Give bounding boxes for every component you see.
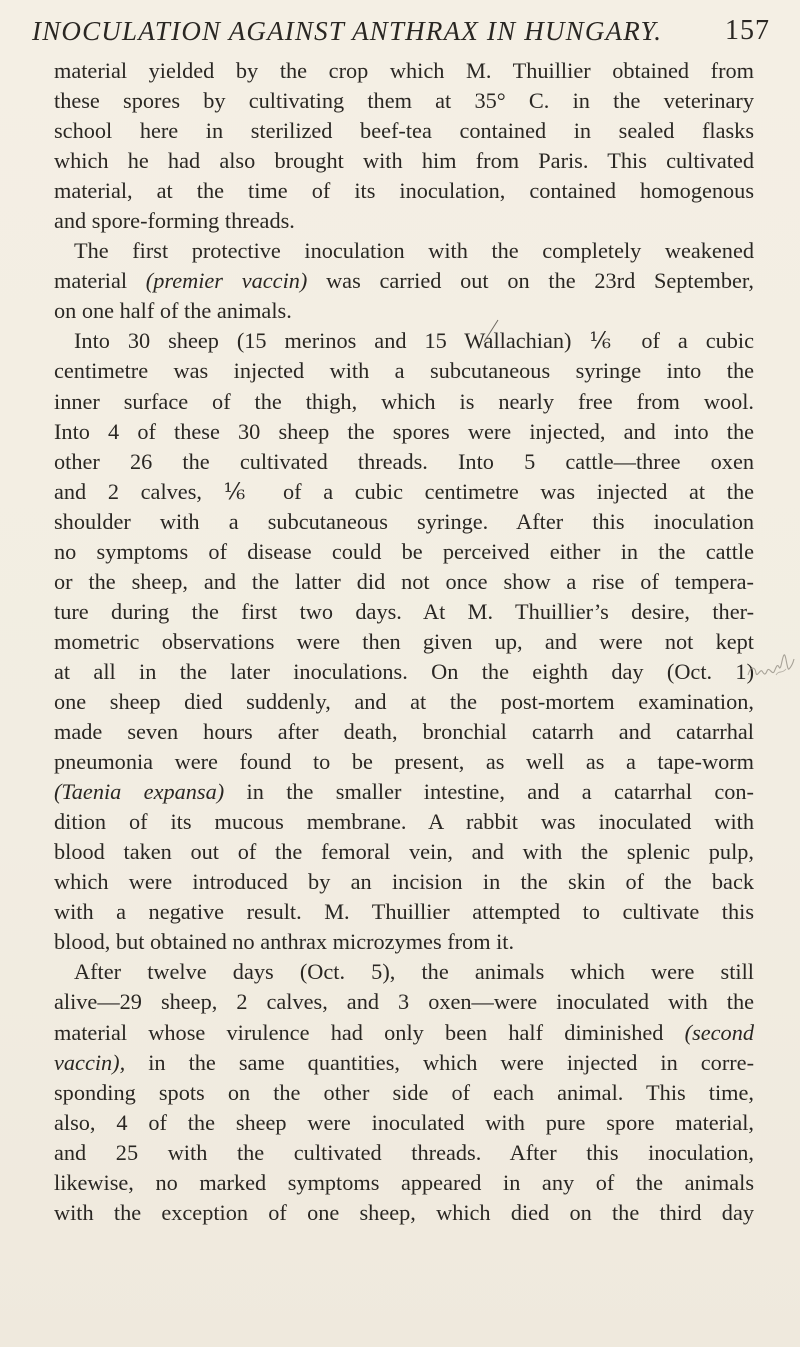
text-line-content: and spore-forming threads. [54,208,295,234]
text-line [54,837,754,867]
text-line [54,627,754,657]
text-line [54,1138,754,1168]
text-line-content: mometric observations were then given up, and were not kept [54,628,754,654]
text-line [54,537,754,567]
text-line-content: alive—29 sheep, 2 calves, and 3 oxen—were inoculated with the [54,989,754,1015]
text-line [54,206,754,236]
text-line [54,777,754,807]
text-line [54,657,754,687]
text-line [54,597,754,627]
text-line-content: material, at the time of its inoculation, contained homogenous [54,178,754,204]
text-line [54,1168,754,1198]
text-line [54,507,754,537]
text-line-content: which he had also brought with him from Paris. This cultivated [54,148,754,174]
text-line-content: blood, but obtained no anthrax microzymes from it. [54,929,515,955]
text-line-content: centimetre was injected with a subcutaneous syringe into the [54,358,754,384]
text-line [54,1198,754,1228]
text-line-content: material yielded by the crop which M. Thuillier obtained from [54,58,754,83]
text-line-content: Into 4 of these 30 sheep the spores were injected, and into the [54,418,754,444]
italic-term: (Taenia expansa) [54,779,225,805]
text-line-content: material whose virulence had only been half diminished [54,1019,664,1045]
text-line [54,957,754,987]
text-line-content: at all in the later inoculations. On the eighth day (Oct. 1) [54,658,754,684]
text-line-continuation: in the smaller intestine, and a catarrhal con- [224,779,754,805]
text-line-content: blood taken out of the femoral vein, and with the splenic pulp, [54,839,754,865]
text-line [54,1018,754,1048]
handwritten-scribble-icon [746,645,796,685]
text-line-content: After twelve days (Oct. 5), the animals which were still [74,959,754,985]
text-line-content: likewise, no marked symptoms appeared in any of the animals [54,1169,754,1195]
text-line-content: Into 30 sheep (15 merinos and 15 Wallachian) ⅙ of a cubic [74,328,754,354]
text-line [54,56,754,86]
text-line [54,807,754,837]
text-line [54,236,754,266]
text-line-content: one sheep died suddenly, and at the post-mortem examination, [54,688,754,714]
text-line-content: no symptoms of disease could be perceived either in the cattle [54,538,754,564]
text-line [54,867,754,897]
text-line-content: on one half of the animals. [54,298,292,324]
text-line-content: shoulder with a subcutaneous syringe. After this inoculation [54,508,754,534]
text-line [54,296,754,326]
text-line-content: also, 4 of the sheep were inoculated with pure spore material, [54,1109,754,1135]
running-head [32,12,770,52]
body-text [54,56,754,1228]
text-line [54,266,754,296]
text-line-content: dition of its mucous membrane. A rabbit was inoculated with [54,809,754,835]
text-line-content: sponding spots on the other side of each animal. This time, [54,1079,754,1105]
text-line-content: and 2 calves, ⅙ of a cubic centimetre was injected at the [54,478,754,504]
text-line [54,987,754,1017]
text-line-content: pneumonia were found to be present, as well as a tape-worm [54,749,754,775]
text-line [54,927,754,957]
text-line [54,86,754,116]
text-line-content: these spores by cultivating them at 35° C. in the veterinary [54,88,754,114]
text-line-content: with a negative result. M. Thuillier attempted to cultivate this [54,899,754,925]
italic-term: (premier vaccin) [145,268,308,294]
text-line-content: school here in sterilized beef-tea contained in sealed flasks [54,118,754,144]
text-line [54,747,754,777]
text-line-content: or the sheep, and the latter did not once show a rise of tempera- [54,568,754,594]
text-line-content: which were introduced by an incision in the skin of the back [54,869,754,895]
text-line [54,897,754,927]
text-line [54,477,754,507]
text-line [54,116,754,146]
text-line-content: with the exception of one sheep, which died on the third day [54,1199,754,1225]
text-line-continuation: was carried out on the 23rd September, [307,268,754,294]
text-line-content: material [54,268,128,294]
text-line-content: The first protective inoculation with the completely weakened [74,238,754,264]
text-line [54,326,754,356]
text-line [54,1078,754,1108]
running-title: INOCULATION AGAINST ANTHRAX IN HUNGARY. [32,16,663,46]
text-line [54,1108,754,1138]
text-line [54,176,754,206]
italic-term: (second [684,1019,754,1045]
text-line [54,146,754,176]
text-line [54,687,754,717]
ink-speck-icon [480,318,502,344]
text-line [54,387,754,417]
text-line-content: and 25 with the cultivated threads. After this inoculation, [54,1139,754,1165]
italic-term: vaccin), [54,1049,126,1075]
text-line [54,1048,754,1078]
text-line-content: made seven hours after death, bronchial catarrh and catarrhal [54,719,754,745]
text-line [54,567,754,597]
text-line [54,417,754,447]
page-number: 157 [725,15,770,46]
text-line-content: ture during the first two days. At M. Thuillier’s desire, ther- [54,598,754,624]
text-line [54,447,754,477]
text-line [54,717,754,747]
text-line-content: other 26 the cultivated threads. Into 5 cattle—three oxen [54,448,754,474]
text-line [54,356,754,386]
text-line-continuation: in the same quantities, which were injected in corre- [125,1049,754,1075]
text-line-content: inner surface of the thigh, which is nearly free from wool. [54,388,754,414]
